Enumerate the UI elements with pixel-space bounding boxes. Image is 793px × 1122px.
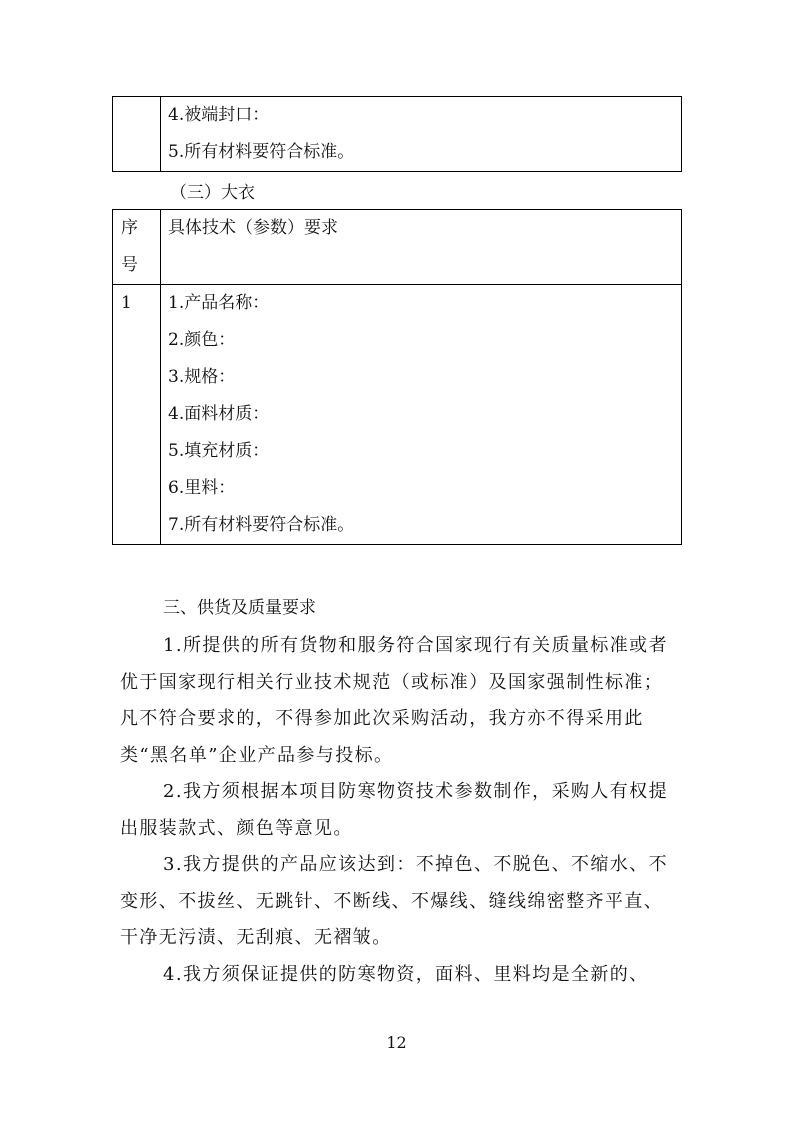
requirement-line: 7.所有材料要符合标准。	[168, 515, 355, 535]
table-cell-requirements	[161, 285, 682, 545]
header-requirements-label: 具体技术（参数）要求	[168, 218, 338, 238]
requirement-line: 4.面料材质：	[168, 404, 270, 424]
header-number-label: 序	[121, 218, 138, 238]
page-number: 12	[386, 1033, 407, 1052]
table-row	[113, 97, 682, 172]
requirement-line: 4.被端封口：	[168, 105, 270, 125]
paragraph: 4.我方须保证提供的防寒物资，面料、里料均是全新的、	[163, 964, 649, 985]
header-cell-requirements	[161, 210, 682, 285]
table-header-row	[113, 210, 682, 285]
header-cell-number	[113, 210, 161, 285]
header-number-label: 号	[121, 255, 138, 275]
table-cell-requirements	[161, 97, 682, 172]
paragraph: 2.我方须根据本项目防寒物资技术参数制作，采购人有权提出服装款式、颜色等意见。	[120, 781, 668, 839]
spec-table-continued	[112, 96, 682, 172]
requirement-line: 3.规格：	[168, 367, 236, 387]
paragraph: 3.我方提供的产品应该达到：不掉色、不脱色、不缩水、不变形、不拔丝、无跳针、不断线、不爆线、缝线绵密整齐平直、干净无污渍、无刮痕、无褶皱。	[120, 854, 668, 949]
requirement-line: 6.里料：	[168, 478, 236, 498]
table-row	[113, 285, 682, 545]
requirement-line: 5.所有材料要符合标准。	[168, 142, 355, 162]
paragraph: 1.所提供的所有货物和服务符合国家现行有关质量标准或者优于国家现行相关行业技术规范（或标准）及国家强制性标准；凡不符合要求的，不得参加此次采购活动，我方亦不得采用此类“黑名单”企业产品参与投标。	[120, 635, 668, 766]
row-number: 1	[121, 293, 132, 313]
coat-spec-table	[112, 209, 682, 545]
table-cell-number	[113, 285, 161, 545]
requirement-line: 5.填充材质：	[168, 441, 270, 461]
table-cell-number	[113, 97, 161, 172]
requirement-line: 1.产品名称：	[168, 293, 270, 313]
requirement-line: 2.颜色：	[168, 330, 236, 350]
section-heading: 三、供货及质量要求	[163, 598, 316, 618]
section-title: （三）大衣	[170, 183, 255, 203]
